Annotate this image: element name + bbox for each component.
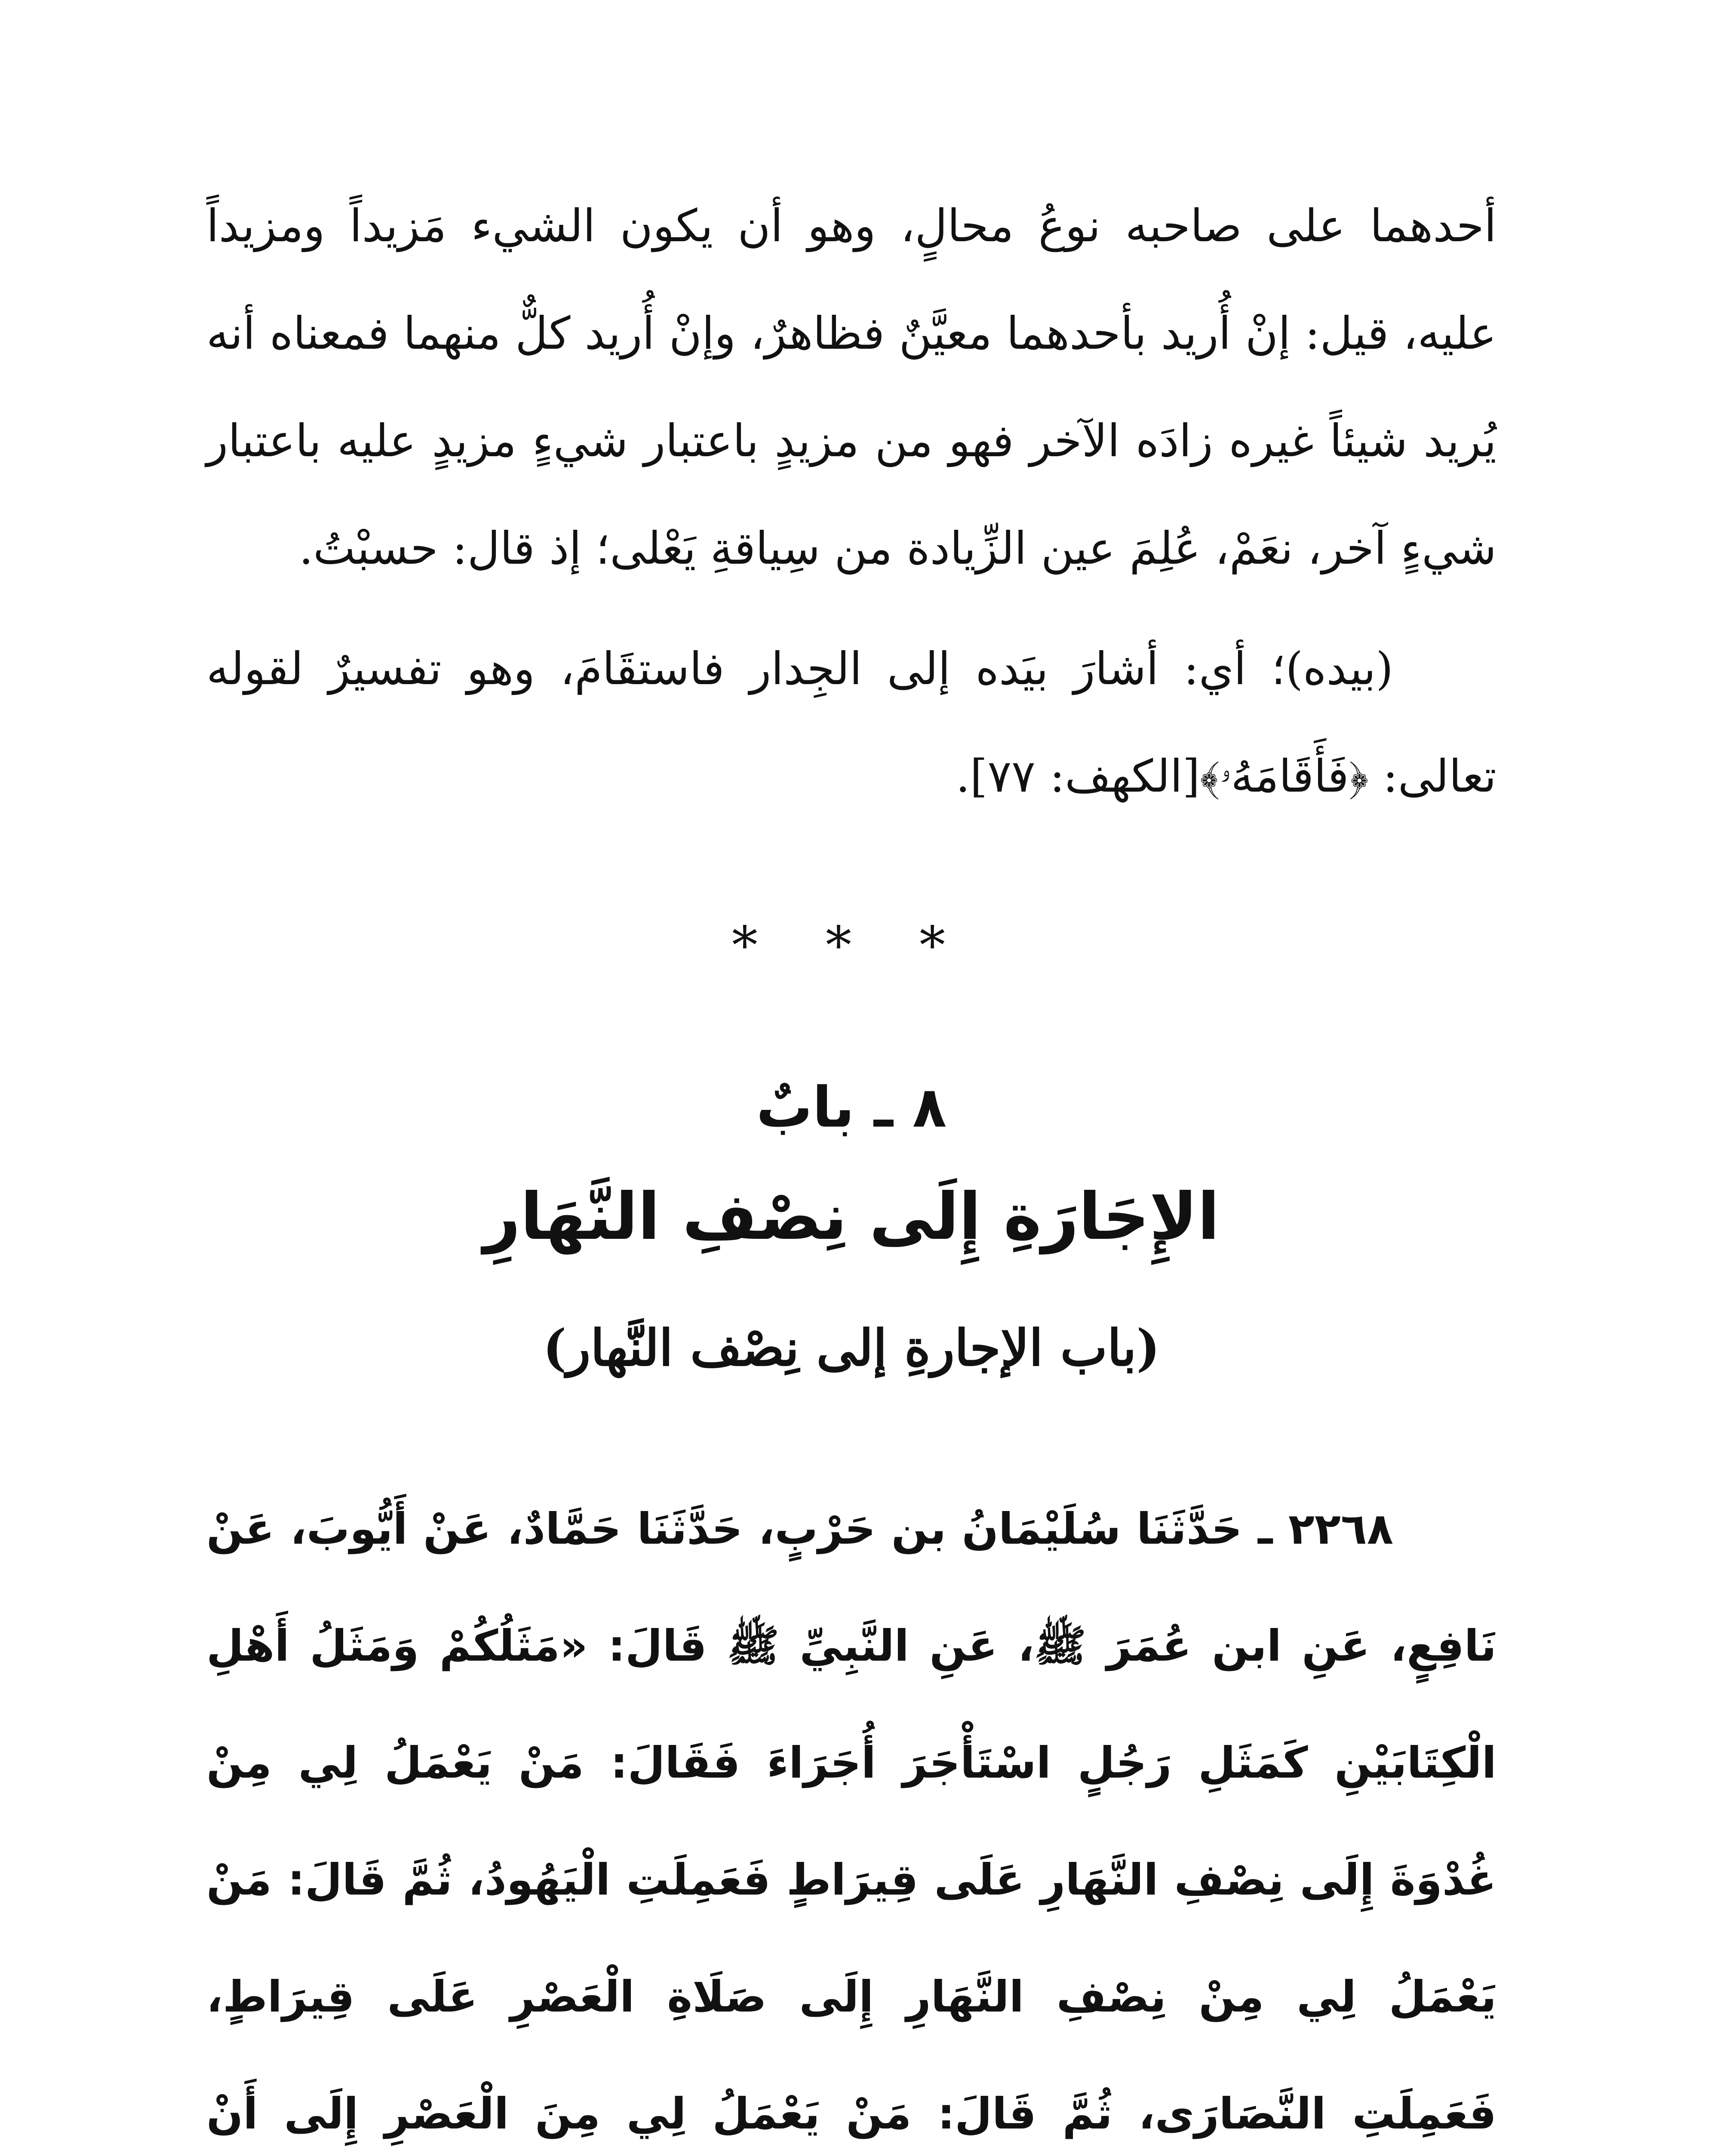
commentary-section	[206, 172, 1496, 830]
chapter-title: الإِجَارَةِ إِلَى نِصْفِ النَّهَارِ	[483, 1179, 1220, 1254]
hadith-text: ٢٢٦٨ ـ حَدَّثَنَا سُلَيْمَانُ بن حَرْبٍ، حَدَّثَنَا حَمَّادٌ، عَنْ أَيُّوبَ، عَنْ نَافِعٍ، عَنِ ابن عُمَرَ ﷺ، عَنِ النَّبِيِّ ﷺ قَالَ: «مَثَلُكُمْ وَمَثَلُ أَهْلِ الْكِتَابَيْنِ كَمَثَلِ رَجُلٍ اسْتَأْجَرَ أُجَرَاءَ فَقَالَ: مَنْ يَعْمَلُ لِي مِنْ غُدْوَةَ إِلَى نِصْفِ النَّهَارِ عَلَى قِيرَاطٍ فَعَمِلَتِ الْيَهُودُ، ثُمَّ قَالَ: مَنْ يَعْمَلُ لِي مِنْ نِصْفِ النَّهَارِ إِلَى صَلَاةِ الْعَصْرِ عَلَى قِيرَاطٍ، فَعَمِلَتِ النَّصَارَى، ثُمَّ قَالَ: مَنْ يَعْمَلُ لِي مِنَ الْعَصْرِ إِلَى أَنْ	[206, 1504, 1496, 2139]
book-page	[206, 172, 1496, 2150]
commentary-paragraph: أحدهما على صاحبه نوعُ محالٍ، وهو أن يكون الشيء مَزيداً ومزيداً عليه، قيل: إنْ أُريد بأحدهما معيَّنٌ فظاهرٌ، وإنْ أُريد كلٌّ منهما فمعناه أنه يُريد شيئاً غيره زادَه الآخر فهو من مزيدٍ باعتبار شيءٍ مزيدٍ عليه باعتبار شيءٍ آخر، نعَمْ، عُلِمَ عين الزِّيادة من سِياقةِ يَعْلى؛ إذ قال: حسبْتُ.	[206, 200, 1496, 574]
chapter-subtitle: (باب الإجارةِ إلى نِصْف النَّهار)	[543, 1319, 1160, 1377]
chapter-number: ٨ ـ بابٌ	[756, 1075, 947, 1140]
commentary-paragraph: (بيده)؛ أي: أشارَ بيَده إلى الجِدار فاستقَامَ، وهو تفسيرٌ لقوله تعالى: ﴿فَأَقَامَهُۥ﴾[الكهف: ٧٧].	[206, 642, 1496, 802]
section-separator: * * *	[731, 916, 971, 976]
